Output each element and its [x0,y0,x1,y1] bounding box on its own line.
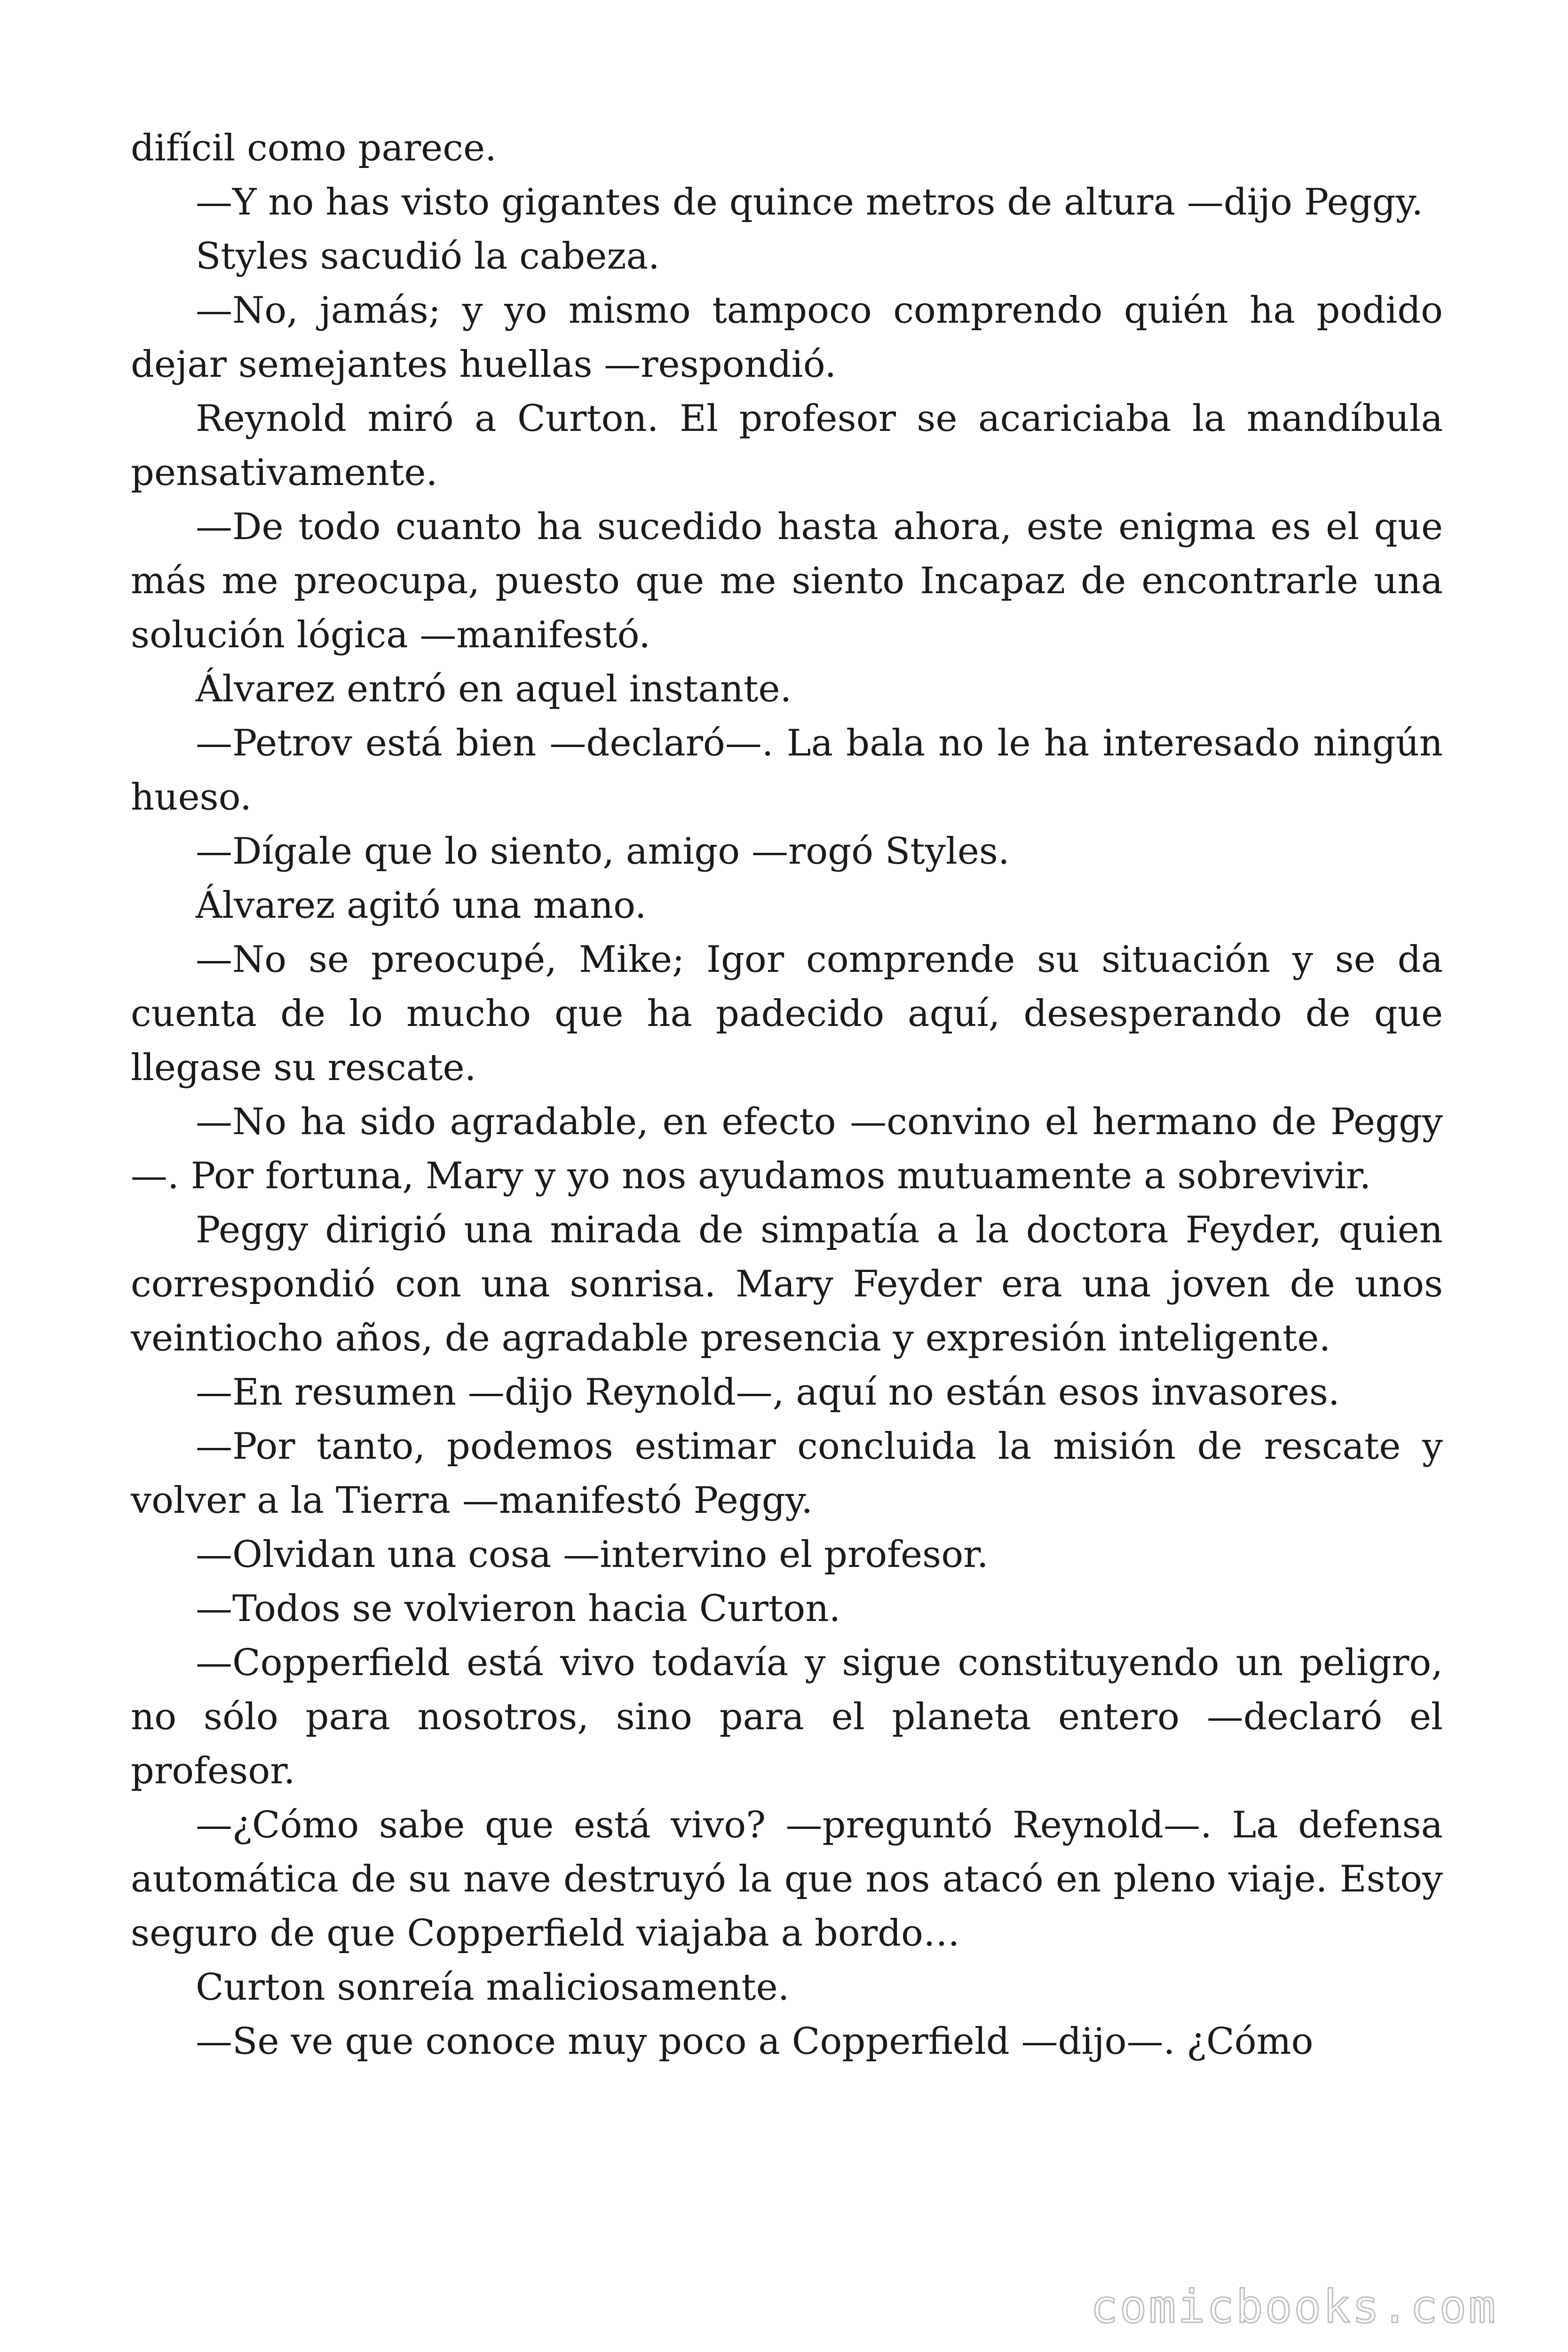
paragraph: —Por tanto, podemos estimar concluida la misión de rescate y volver a la Tierra —manifestó Peggy. [131,1425,1443,1522]
paragraph: —Se ve que conoce muy poco a Copperfield —dijo—. ¿Cómo [196,2020,1314,2063]
paragraph: —En resumen —dijo Reynold—, aquí no están esos invasores. [196,1371,1340,1414]
paragraph: —No, jamás; y yo mismo tampoco comprendo quién ha podido dejar semejantes huellas —respondió. [131,289,1443,386]
paragraph: Curton sonreía maliciosamente. [196,1966,790,2009]
paragraph: —Copperfield está vivo todavía y sigue constituyendo un peligro, no sólo para nosotros, sino para el planeta entero —declaró el profesor. [131,1642,1443,1792]
body-text [131,121,1443,2069]
paragraph: Styles sacudió la cabeza. [196,235,660,278]
paragraph: —No ha sido agradable, en efecto —convino el hermano de Peggy—. Por fortuna, Mary y yo nos ayudamos mutuamente a sobrevivir. [131,1101,1443,1197]
paragraph: Álvarez entró en aquel instante. [196,668,792,710]
paragraph: —Todos se volvieron hacia Curton. [196,1588,841,1630]
paragraph: —Dígale que lo siento, amigo —rogó Styles. [196,830,1010,873]
paragraph: Álvarez agitó una mano. [196,884,647,927]
watermark: comicbooks.com [1090,2280,1497,2333]
paragraph: —Y no has visto gigantes de quince metros de altura —dijo Peggy. [196,181,1424,223]
paragraph: —Olvidan una cosa —intervino el profesor. [196,1534,989,1576]
paragraph: Peggy dirigió una mirada de simpatía a la doctora Feyder, quien correspondió con una sonrisa. Mary Feyder era una joven de unos veintiocho años, de agradable presencia y expresión inteligente. [131,1209,1443,1359]
paragraph: —De todo cuanto ha sucedido hasta ahora, este enigma es el que más me preocupa, puesto que me siento Incapaz de encontrarle una solución lógica —manifestó. [131,506,1443,656]
paragraph: —¿Cómo sabe que está vivo? —preguntó Reynold—. La defensa automática de su nave destruyó la que nos atacó en pleno viaje. Estoy seguro de que Copperfield viajaba a bordo… [131,1804,1443,1955]
paragraph: —Petrov está bien —declaró—. La bala no le ha interesado ningún hueso. [131,722,1443,818]
paragraph: —No se preocupé, Mike; Igor comprende su situación y se da cuenta de lo mucho que ha padecido aquí, desesperando de que llegase su rescate. [131,938,1443,1089]
paragraph: difícil como parece. [131,127,497,169]
paragraph: Reynold miró a Curton. El profesor se acariciaba la mandíbula pensativamente. [131,397,1443,494]
